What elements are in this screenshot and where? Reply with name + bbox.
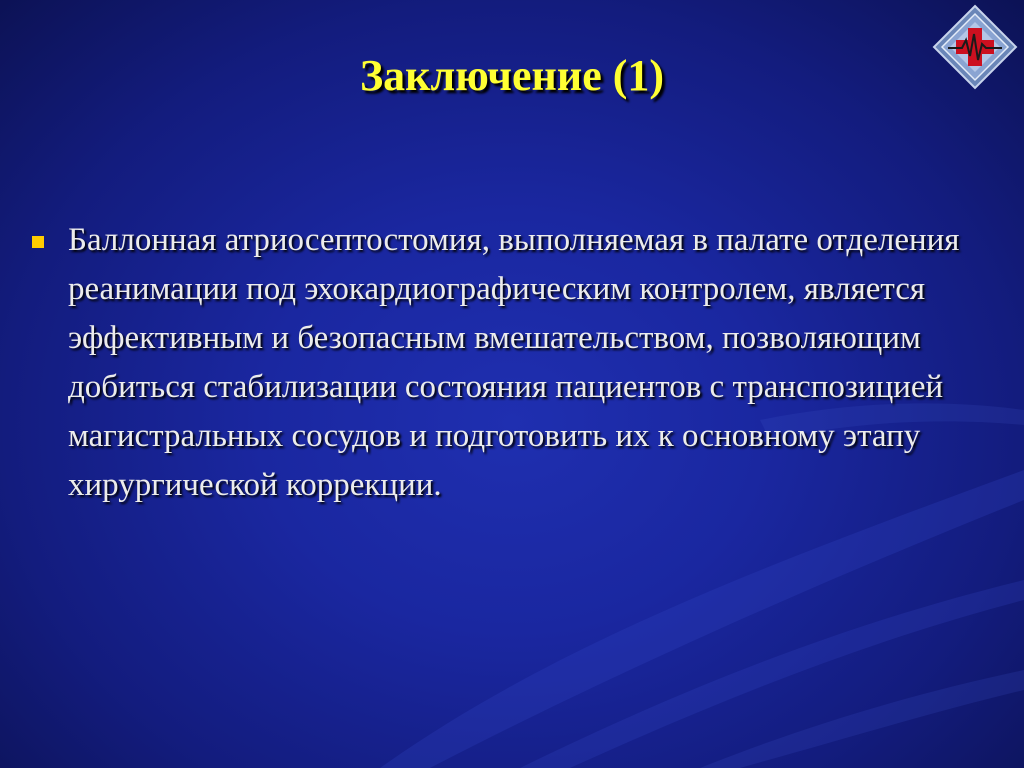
square-bullet-icon [32,236,44,248]
bullet-text: Баллонная атриосептостомия, выполняемая в палате отделения реанимации под эхокардиографическим контролем, является эффективным и безопасным вмешательством, позволяющим добиться стабилизации состояния пациентов с транспозицией магистральных сосудов и подготовить их к основному этапу хирургической коррекции. [68,222,960,503]
slide-title: Заключение (1) [359,51,665,100]
bullet-list [30,216,980,510]
bullet-item [30,216,980,510]
